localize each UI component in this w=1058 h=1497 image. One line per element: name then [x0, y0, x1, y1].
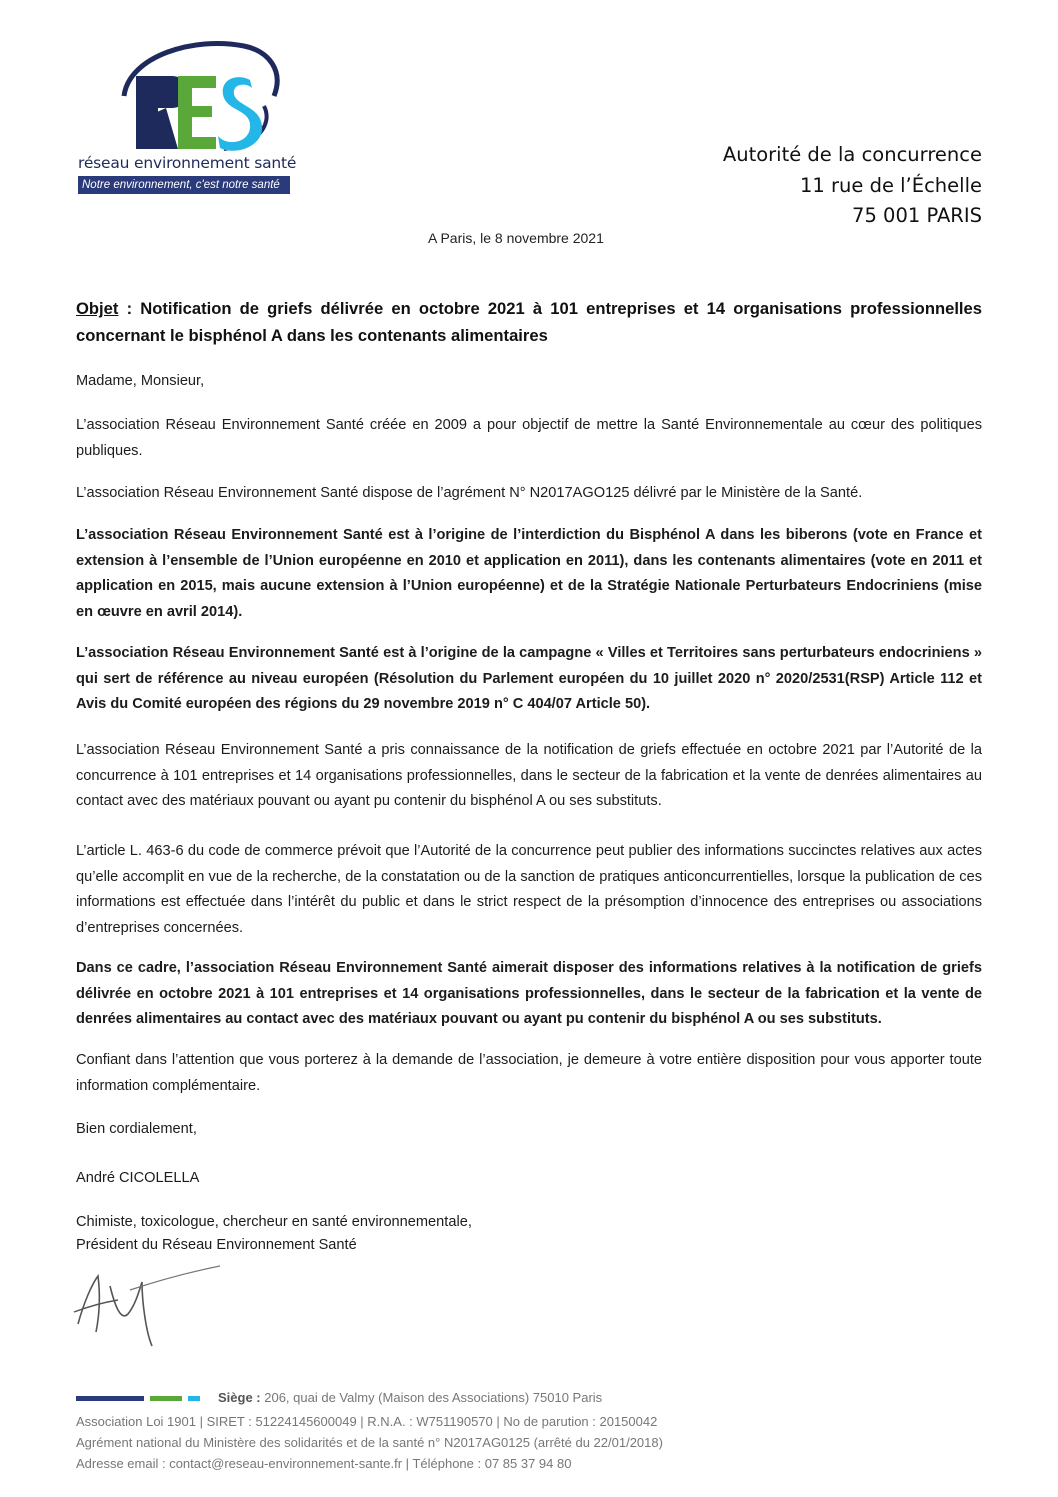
paragraph-legal-basis: L’article L. 463-6 du code de commerce prévoit que l’Autorité de la concurrence peut publier des informations succinctes relatives aux actes qu’elle accomplit en vue de la recherche, de la constatation ou de la sanction de pratiques anticoncurrentielles, lorsque la publication de ces informations est effectuée dans l’intérêt du public et dans le strict respect de la présomption d’innocence des entreprises ou associations d’entreprises concernées. — [76, 843, 982, 936]
paragraph-request: Dans ce cadre, l’association Réseau Environnement Santé aimerait disposer des informations relatives à la notification de griefs délivrée en octobre 2021 à 101 entreprises et 14 organisations professionnelles, dans le secteur de la fabrication et la vente de denrées alimentaires au contact avec des matériaux pouvant ou ayant pu contenir du bisphénol A ou ses substituts. — [76, 960, 982, 1027]
paragraph-purpose: L’association Réseau Environnement Santé créée en 2009 a pour objectif de mettre la Santé Environnementale au cœur des politiques publiques. — [76, 417, 982, 459]
signatory-name: André CICOLELLA — [76, 1170, 200, 1186]
letter-date: A Paris, le 8 novembre 2021 — [428, 230, 604, 246]
res-logo-mark — [74, 36, 296, 156]
recipient-line-1: Autorité de la concurrence — [722, 143, 982, 166]
handwritten-signature — [70, 1262, 240, 1357]
paragraph-bpa-history: L’association Réseau Environnement Santé est à l’origine de l’interdiction du Bisphénol A dans les biberons (vote en France et extension à l’ensemble de l’Union européenne en 2010 et application en 2011), dans les contenants alimentaires (vote en 2011 et application en 2015, mais aucune extension à l’Union européenne) et de la Stratégie Nationale Perturbateurs Endocriniens (mise en œuvre en avril 2014). — [76, 527, 982, 620]
signatory-title-2: Président du Réseau Environnement Santé — [76, 1237, 357, 1253]
footer-registration: Association Loi 1901 | SIRET : 51224145600049 | R.N.A. : W751190570 | No de parution : 20150042 — [76, 1414, 658, 1429]
footer-seat-label: Siège : — [218, 1390, 261, 1405]
subject-label: Objet — [76, 299, 119, 318]
paragraph-notification: L’association Réseau Environnement Santé a pris connaissance de la notification de griefs effectuée en octobre 2021 par l’Autorité de la concurrence à 101 entreprises et 14 organisations professionnelles, dans le secteur de la fabrication et la vente de denrées alimentaires au contact avec des matériaux pouvant ou ayant pu contenir du bisphénol A ou ses substituts. — [76, 742, 982, 809]
footer-headquarters — [218, 1390, 602, 1405]
brand-name: réseau environnement santé — [78, 154, 297, 172]
closing-formula: Bien cordialement, — [76, 1121, 197, 1137]
brand-tagline: Notre environnement, c'est notre santé — [78, 176, 290, 194]
paragraph-approval: L’association Réseau Environnement Santé dispose de l’agrément N° N2017AGO125 délivré par le Ministère de la Santé. — [76, 485, 863, 501]
footer-contact: Adresse email : contact@reseau-environnement-sante.fr | Téléphone : 07 85 37 94 80 — [76, 1456, 572, 1471]
recipient-line-2: 11 rue de l’Échelle — [799, 173, 982, 197]
footer-seat-text: 206, quai de Valmy (Maison des Associations) 75010 Paris — [260, 1390, 603, 1405]
signatory-title-1: Chimiste, toxicologue, chercheur en santé environnementale, — [76, 1214, 472, 1230]
recipient-address — [723, 140, 982, 232]
subject-text: : Notification de griefs délivrée en octobre 2021 à 101 entreprises et 14 organisations professionnelles concernant le bisphénol A dans les contenants alimentaires — [76, 299, 982, 345]
salutation: Madame, Monsieur, — [76, 373, 205, 389]
paragraph-closing-offer: Confiant dans l’attention que vous porterez à la demande de l’association, je demeure à votre entière disposition pour vous apporter toute information complémentaire. — [76, 1052, 982, 1094]
recipient-line-3: 75 001 PARIS — [852, 204, 982, 227]
organization-logo — [74, 36, 296, 198]
footer-accreditation: Agrément national du Ministère des solidarités et de la santé n° N2017AG0125 (arrêté du 22/01/2018) — [76, 1435, 663, 1450]
paragraph-campaign: L’association Réseau Environnement Santé est à l’origine de la campagne « Villes et Territoires sans perturbateurs endocriniens » qui sert de référence au niveau européen (Résolution du Parlement européen du 10 juillet 2020 n° 2020/2531(RSP) Article 112 et Avis du Comité européen des régions du 29 novembre 2019 n° C 404/07 Article 50). — [76, 645, 982, 712]
letter-subject — [76, 295, 982, 349]
